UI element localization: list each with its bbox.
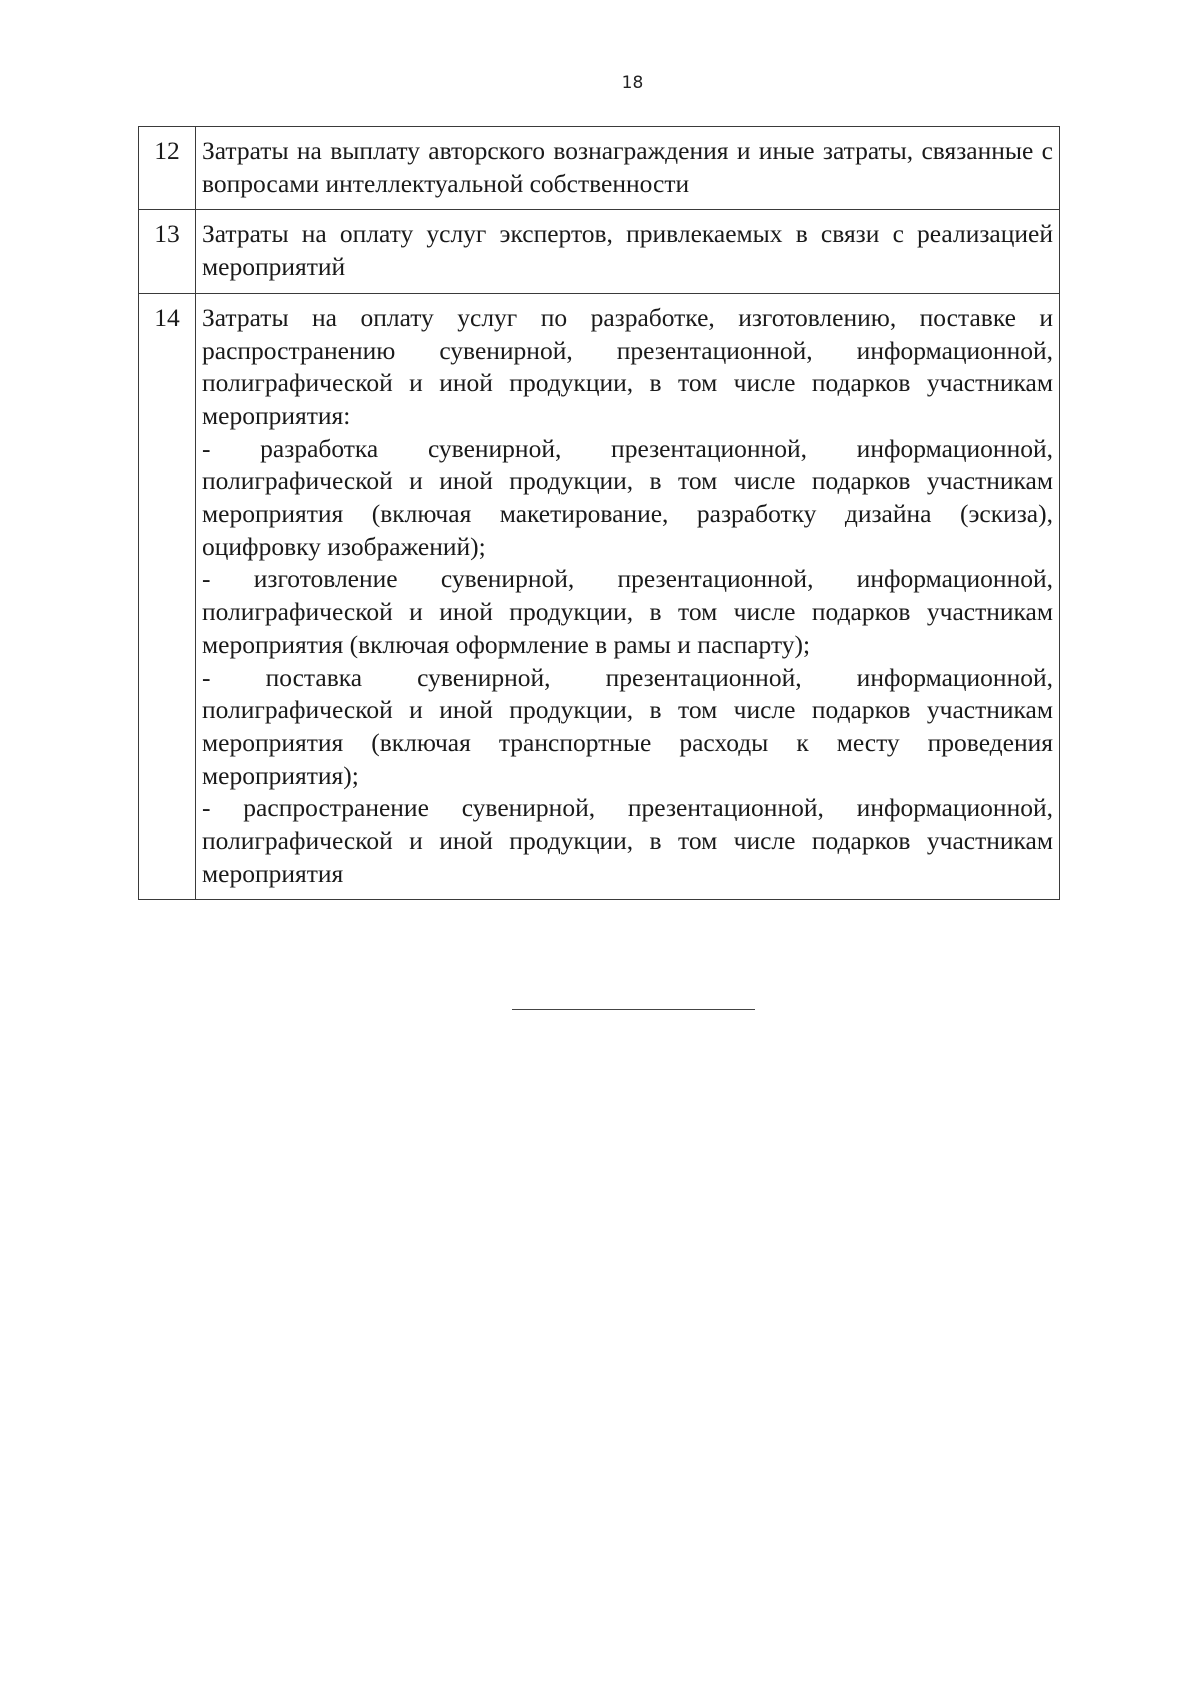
description-paragraph: Затраты на выплату авторского вознаграждения и иные затраты, связанные с вопросами интеллектуальной собственности — [202, 136, 1053, 198]
description-list-item: - поставка сувенирной, презентационной, информационной, полиграфической и иной продукции, в том числе подарков участникам мероприятия (включая транспортные расходы к месту проведения мероприятия); — [202, 662, 1053, 790]
row-description — [196, 293, 1060, 900]
expenses-table — [138, 126, 1060, 900]
page-number: 18 — [621, 73, 644, 93]
table-row — [139, 127, 1060, 210]
description-list-item: - изготовление сувенирной, презентационной, информационной, полиграфической и иной продукции, в том числе подарков участникам мероприятия (включая оформление в рамы и паспарту); — [202, 564, 1053, 659]
row-description — [196, 127, 1060, 210]
row-number: 13 — [139, 210, 196, 293]
table-row — [139, 293, 1060, 900]
end-of-document-rule — [512, 1009, 755, 1010]
description-list-item: - распространение сувенирной, презентационной, информационной, полиграфической и иной продукции, в том числе подарков участникам мероприятия — [202, 793, 1053, 888]
row-number: 12 — [139, 127, 196, 210]
row-number: 14 — [139, 293, 196, 900]
table-row — [139, 210, 1060, 293]
row-description — [196, 210, 1060, 293]
description-list-item: - разработка сувенирной, презентационной, информационной, полиграфической и иной продукции, в том числе подарков участникам мероприятия (включая макетирование, разработку дизайна (эскиза), оцифровку изображений); — [202, 433, 1053, 561]
description-paragraph: Затраты на оплату услуг экспертов, привлекаемых в связи с реализацией мероприятий — [202, 219, 1053, 282]
description-paragraph: Затраты на оплату услуг по разработке, изготовлению, поставке и распространению сувенирной, презентационной, информационной, полиграфической и иной продукции, в том числе подарков участникам мероприятия: — [202, 302, 1053, 430]
